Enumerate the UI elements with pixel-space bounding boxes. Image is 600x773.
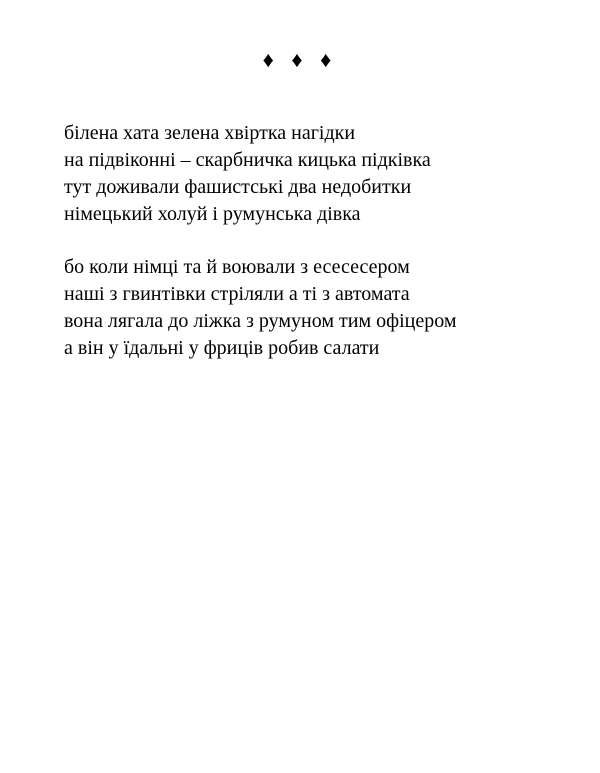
stanza-2 [64,254,564,362]
poem-line: вона лягала до ліжка з румуном тим офіцером [64,310,457,332]
poem-line: а він у їдальні у фриців робив салати [64,337,380,359]
poem-line: бо коли німці та й воювали з есесесером [64,256,410,278]
poem-line: тут доживали фашистські два недобитки [64,176,412,198]
poem-line: на підвіконні – скарбничка кицька підківка [64,149,431,171]
section-ornament: ♦ ♦ ♦ [262,47,338,72]
poem-line: наші з гвинтівки стріляли а ті з автомата [64,283,410,305]
poem-line: німецький холуй і румунська дівка [64,203,361,225]
stanza-1 [64,120,564,228]
poem-line: білена хата зелена хвіртка нагідки [64,122,356,144]
poem [64,120,564,388]
